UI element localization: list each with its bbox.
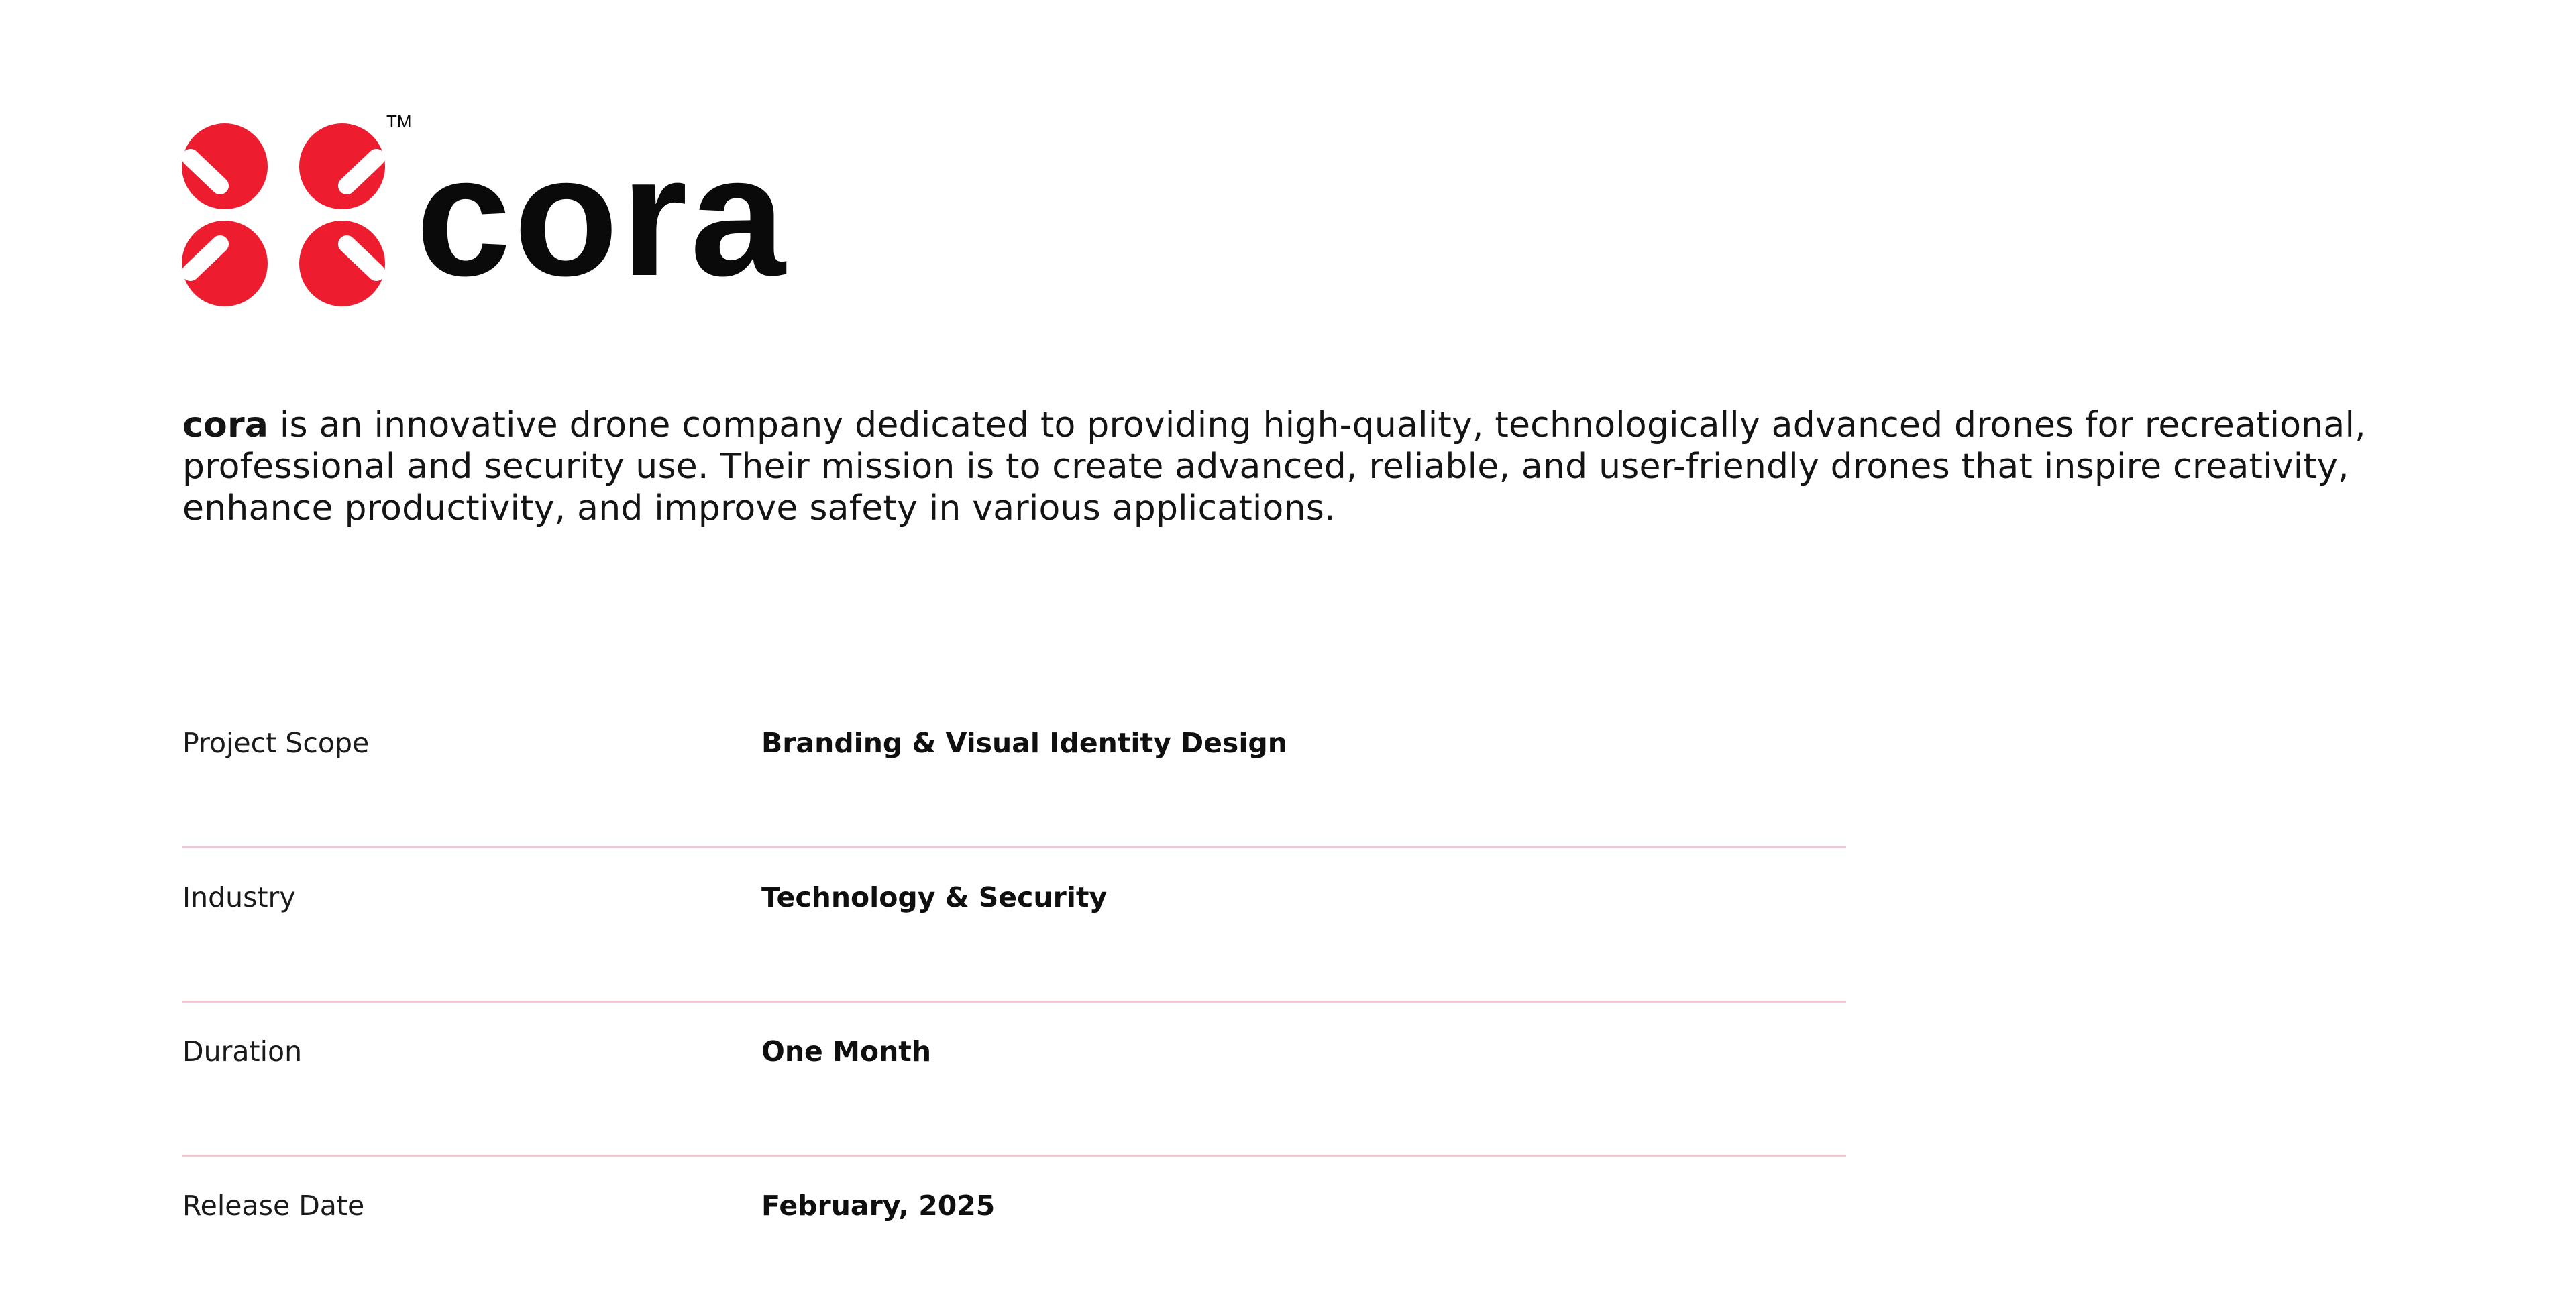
detail-row-duration <box>182 1003 1846 1157</box>
trademark-symbol: TM <box>386 111 412 131</box>
detail-row-project-scope <box>182 694 1846 848</box>
detail-value: Technology & Security <box>761 881 1108 913</box>
detail-value: February, 2025 <box>761 1190 996 1222</box>
cora-logo <box>181 111 912 312</box>
detail-value: Branding & Visual Identity Design <box>761 727 1287 759</box>
detail-row-release-date <box>182 1157 1846 1311</box>
detail-label: Duration <box>182 1035 303 1068</box>
project-details <box>182 694 1846 1311</box>
description-brand-word: cora <box>182 405 269 445</box>
detail-label: Release Date <box>182 1190 365 1222</box>
company-description <box>182 404 2450 529</box>
description-text: is an innovative drone company dedicated to providing high-quality, technologically advanced drones for recreational, professional and security use. Their mission is to create advanced, reliable, and user-friendly drones that inspire creativity, enhance productivity, and improve safety in various applications. <box>182 405 2366 528</box>
detail-label: Industry <box>182 881 296 913</box>
drone-symbol-icon <box>182 123 385 306</box>
cora-logo-mark <box>181 111 912 312</box>
logo-wordmark: cora <box>416 121 788 312</box>
detail-row-industry <box>182 848 1846 1003</box>
detail-value: One Month <box>761 1035 932 1068</box>
detail-label: Project Scope <box>182 727 370 759</box>
